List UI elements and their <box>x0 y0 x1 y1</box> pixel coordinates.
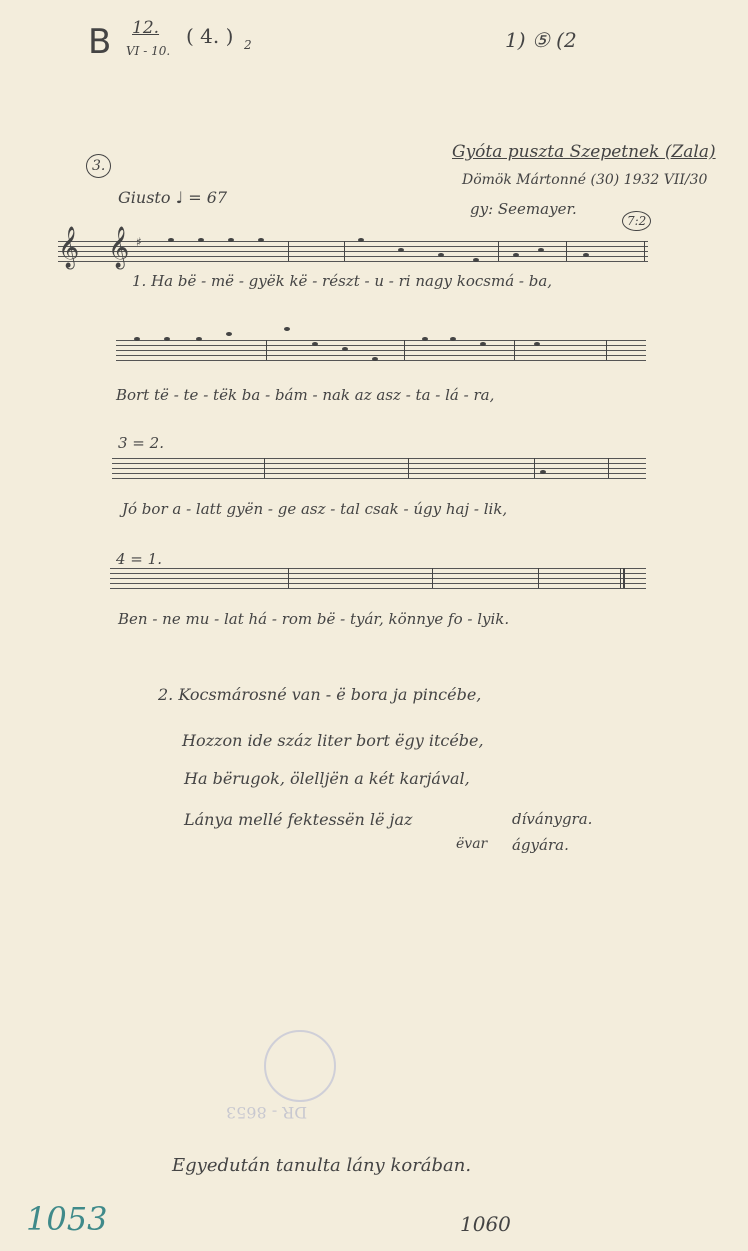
verse2-alt-1: díványgra. <box>512 810 593 828</box>
header-letter: B <box>88 22 112 62</box>
lyric-line-4: Ben - ne mu - lat há - rom bë - tyár, könnye fo - lyik. <box>118 610 510 628</box>
source-place: Gyóta puszta Szepetnek (Zala) <box>452 142 716 162</box>
music-staff-1 <box>58 227 648 268</box>
music-staff-3 <box>112 458 646 478</box>
archive-number: 1053 <box>26 1200 108 1238</box>
verse2-line-3: Ha bërugok, ölelljën a két karjával, <box>184 769 470 788</box>
verse2-line-2: Hozzon ide száz liter bort ëgy itcébe, <box>182 731 484 750</box>
verse2-alt-2: ágyára. <box>512 836 569 854</box>
key-signature: ♯ <box>136 235 142 249</box>
tune-number: 3. <box>86 154 111 178</box>
source-collector: gy: Seemayer. <box>470 200 577 218</box>
header-ref-sub: 2 <box>244 38 252 52</box>
repeat-marking-1: 3 = 2. <box>118 434 164 452</box>
header-fraction-top: 12. <box>132 18 160 38</box>
header-fraction-bottom: VI - 10. <box>126 44 171 58</box>
source-singer: Dömök Mártonné (30) 1932 VII/30 <box>462 172 708 188</box>
tempo-marking: Giusto ♩ = 67 <box>118 188 228 207</box>
verse2-line-1: 2. Kocsmárosné van - ë bora ja pincébe, <box>158 685 482 704</box>
footnote: Egyedután tanulta lány korában. <box>172 1155 472 1176</box>
source-collector-code: 7:2 <box>622 211 651 231</box>
header-ref: ( 4. ) <box>186 24 234 48</box>
lyric-line-2: Bort të - te - tëk ba - bám - nak az asz - ta - lá - ra, <box>116 386 495 404</box>
repeat-marking-2: 4 = 1. <box>116 550 162 568</box>
library-stamp-icon <box>264 1030 336 1102</box>
stamp-number: DR - 8653 <box>226 1103 308 1122</box>
lyric-line-1: 1. Ha bë - më - gyëk kë - részt - u - ri nagy kocsmá - ba, <box>132 272 553 290</box>
lyric-line-3: Jó bor a - latt gyën - ge asz - tal csak - úgy haj - lik, <box>122 500 508 518</box>
music-staff-4 <box>110 568 646 588</box>
music-staff-2 <box>116 340 646 360</box>
verse2-line-4: Lánya mellé fektessën lë jaz <box>184 810 413 829</box>
treble-clef-icon: 𝄞 <box>58 227 80 268</box>
verse2-variant: ëvar <box>456 836 488 852</box>
page-number: 1060 <box>460 1212 511 1236</box>
treble-clef-icon: 𝄞 <box>108 227 130 268</box>
header-right-codes: 1) ⑤ (2 <box>505 28 577 52</box>
